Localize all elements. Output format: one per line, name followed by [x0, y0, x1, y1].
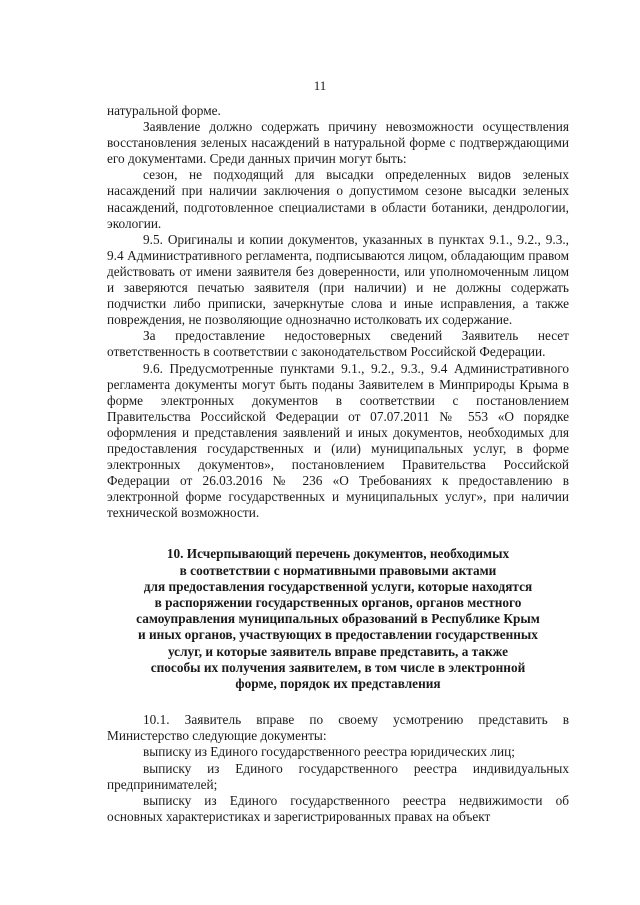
section-heading-line: способы их получения заявителем, в том числе в электронной [150, 659, 526, 675]
section-heading [107, 546, 569, 692]
paragraph: выписку из Единого государственного реестра юридических лиц; [143, 744, 515, 760]
paragraph: Заявление должно содержать причину невозможности осуществления восстановления зеленых насаждений в натуральной форме с подтверждающими его документами. Среди данных причин могут быть: [107, 119, 569, 167]
section-heading-line: в распоряжении государственных органов, органов местного [154, 595, 522, 611]
paragraph: натуральной форме. [107, 103, 221, 118]
body-paragraphs-top [107, 103, 569, 521]
paragraph: 9.5. Оригиналы и копии документов, указанных в пунктах 9.1., 9.2., 9.3., 9.4 Административного регламента, подписываются лицом, обладающим правом действовать от имени заявителя без доверенности, или уполномоченным лицом и заверяются печатью заявителя (при наличии) и не должны содержать подчистки либо приписки, зачеркнутые слова и иные исправления, а также повреждения, не позволяющие однозначно истолковать их содержание. [107, 231, 569, 328]
paragraph: выписку из Единого государственного реестра индивидуальных предпринимателей; [107, 760, 569, 792]
paragraph: За предоставление недостоверных сведений Заявитель несет ответственность в соответствии с законодательством Российской Федерации. [107, 328, 569, 360]
paragraph: 9.6. Предусмотренные пунктами 9.1., 9.2., 9.3., 9.4 Административного регламента документы могут быть поданы Заявителем в Минприроды Крыма в форме электронных документов в соответствии с постановлением Правительства Российской Федерации от 07.07.2011 № 553 «О порядке оформления и представления заявлений и иных документов, необходимых для предоставления государственных и (или) муниципальных услуг, в форме электронных документов», постановлением Правительства Российской Федерации от 26.03.2016 № 236 «О Требованиях к предоставлению в электронной форме государственных и муниципальных услуг», при наличии технической возможности. [107, 360, 569, 521]
page-content [107, 103, 569, 825]
section-heading-line: самоуправления муниципальных образований в Республике Крым [136, 611, 540, 627]
body-paragraphs-bottom [107, 712, 569, 825]
section-heading-line: в соответствии с нормативными правовыми актами [179, 562, 497, 578]
paragraph: выписку из Единого государственного реестра недвижимости об основных характеристиках и зарегистрированных правах на объект [107, 792, 569, 824]
section-heading-line: для предоставления государственной услуги, которые находятся [143, 578, 533, 594]
section-heading-line: 10. Исчерпывающий перечень документов, необходимых [166, 546, 510, 562]
page-number: 11 [313, 78, 327, 93]
paragraph: 10.1. Заявитель вправе по своему усмотрению представить в Министерство следующие документы: [107, 712, 569, 744]
section-heading-line: услуг, и которые заявитель вправе представить, а также [167, 643, 509, 659]
section-heading-line: и иных органов, участвующих в предоставлении государственных [138, 627, 538, 643]
section-heading-line: форме, порядок их представления [235, 676, 441, 692]
paragraph: сезон, не подходящий для высадки определенных видов зеленых насаждений при наличии заключения о допустимом сезоне высадки зеленых насаждений, подготовленное специалистами в области ботаники, дендрологии, экологии. [107, 167, 569, 231]
